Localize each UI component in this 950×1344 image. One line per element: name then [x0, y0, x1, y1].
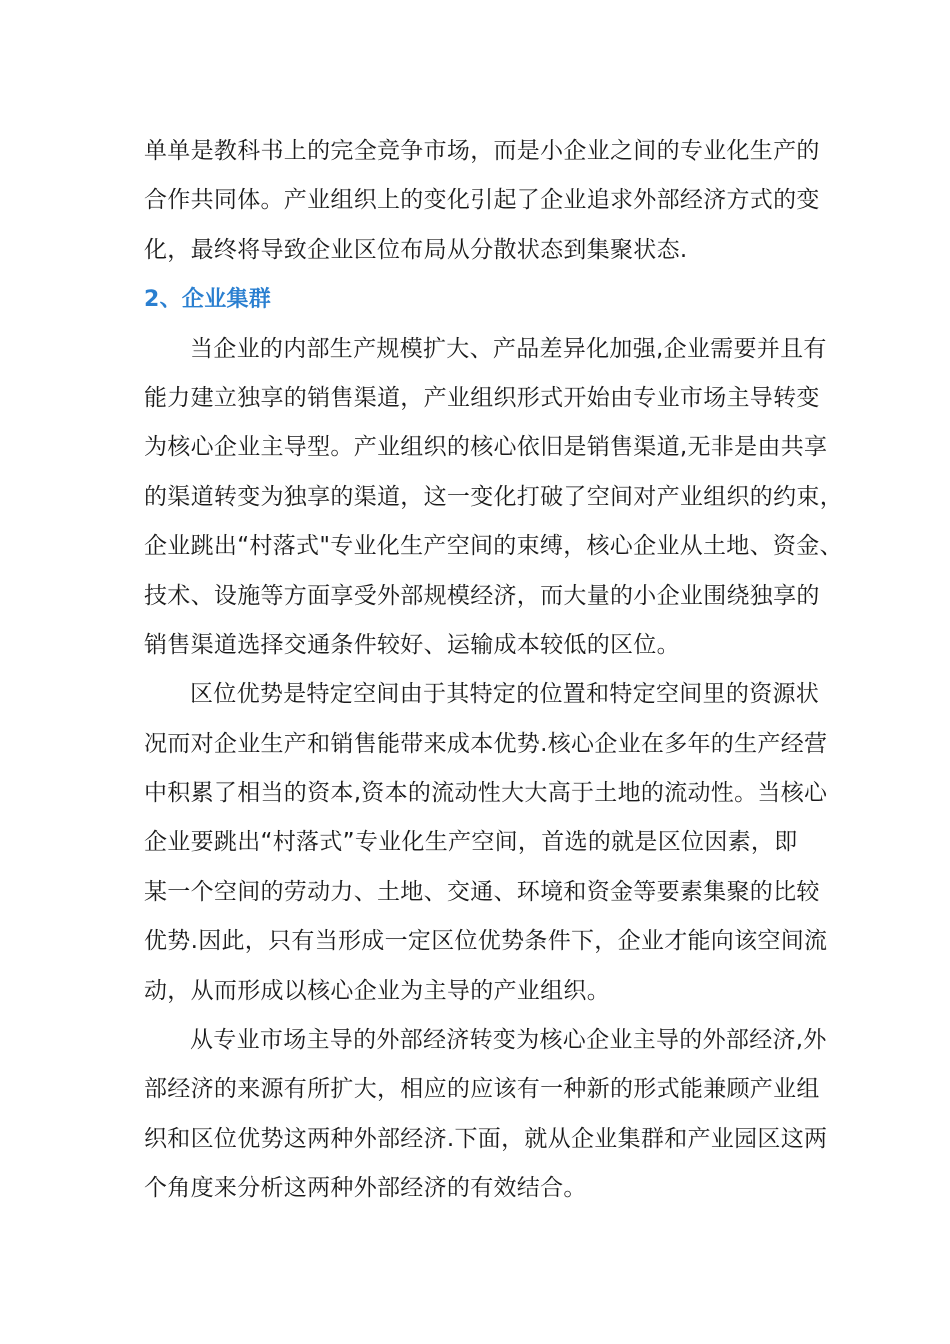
- text-line: 织和区位优势这两种外部经济.下面，就从企业集群和产业园区这两: [144, 1125, 828, 1152]
- paragraph-1: [144, 325, 843, 671]
- text-line: 技术、设施等方面享受外部规模经济，而大量的小企业围绕独享的: [144, 582, 820, 609]
- text-line: 动，从而形成以核心企业为主导的产业组织。: [144, 977, 610, 1004]
- text-line: 部经济的来源有所扩大，相应的应该有一种新的形式能兼顾产业组: [144, 1076, 820, 1103]
- text-line: 销售渠道选择交通条件较好、运输成本较低的区位。: [144, 631, 680, 658]
- text-line: 合作共同体。产业组织上的变化引起了企业追求外部经济方式的变: [144, 187, 820, 214]
- text-line: 从专业市场主导的外部经济转变为核心企业主导的外部经济,外: [190, 1027, 827, 1054]
- text-line: 单单是教科书上的完全竞争市场，而是小企业之间的专业化生产的: [144, 138, 820, 164]
- document-body: [144, 127, 843, 1214]
- text-line: 某一个空间的劳动力、土地、交通、环境和资金等要素集聚的比较: [144, 878, 820, 905]
- text-line: 为核心企业主导型。产业组织的核心依旧是销售渠道,无非是由共享: [144, 434, 828, 461]
- text-line: 个角度来分析这两种外部经济的有效结合。: [144, 1175, 587, 1202]
- text-line: 优势.因此，只有当形成一定区位优势条件下，企业才能向该空间流: [144, 928, 828, 955]
- text-line: 况而对企业生产和销售能带来成本优势.核心企业在多年的生产经营: [144, 730, 828, 757]
- text-line: 化，最终将导致企业区位布局从分散状态到集聚状态.: [144, 236, 688, 263]
- paragraph-3: [144, 1016, 828, 1214]
- text-line: 区位优势是特定空间由于其特定的位置和特定空间里的资源状: [190, 681, 820, 708]
- text-line: 当企业的内部生产规模扩大、产品差异化加强,企业需要并且有: [190, 335, 827, 362]
- paragraph-2: [144, 670, 828, 1016]
- text-line: 企业跳出“村落式"专业化生产空间的束缚，核心企业从土地、资金、: [144, 533, 843, 560]
- text-line: 企业要跳出“村落式”专业化生产空间，首选的就是区位因素，即: [144, 829, 798, 856]
- text-line: 中积累了相当的资本,资本的流动性大大高于土地的流动性。当核心: [144, 780, 828, 807]
- intro-paragraph: [144, 127, 820, 275]
- section-heading: 2、企业集群: [144, 287, 272, 313]
- text-line: 的渠道转变为独享的渠道，这一变化打破了空间对产业组织的约束，: [144, 483, 843, 510]
- text-line: 能力建立独享的销售渠道，产业组织形式开始由专业市场主导转变: [144, 384, 820, 411]
